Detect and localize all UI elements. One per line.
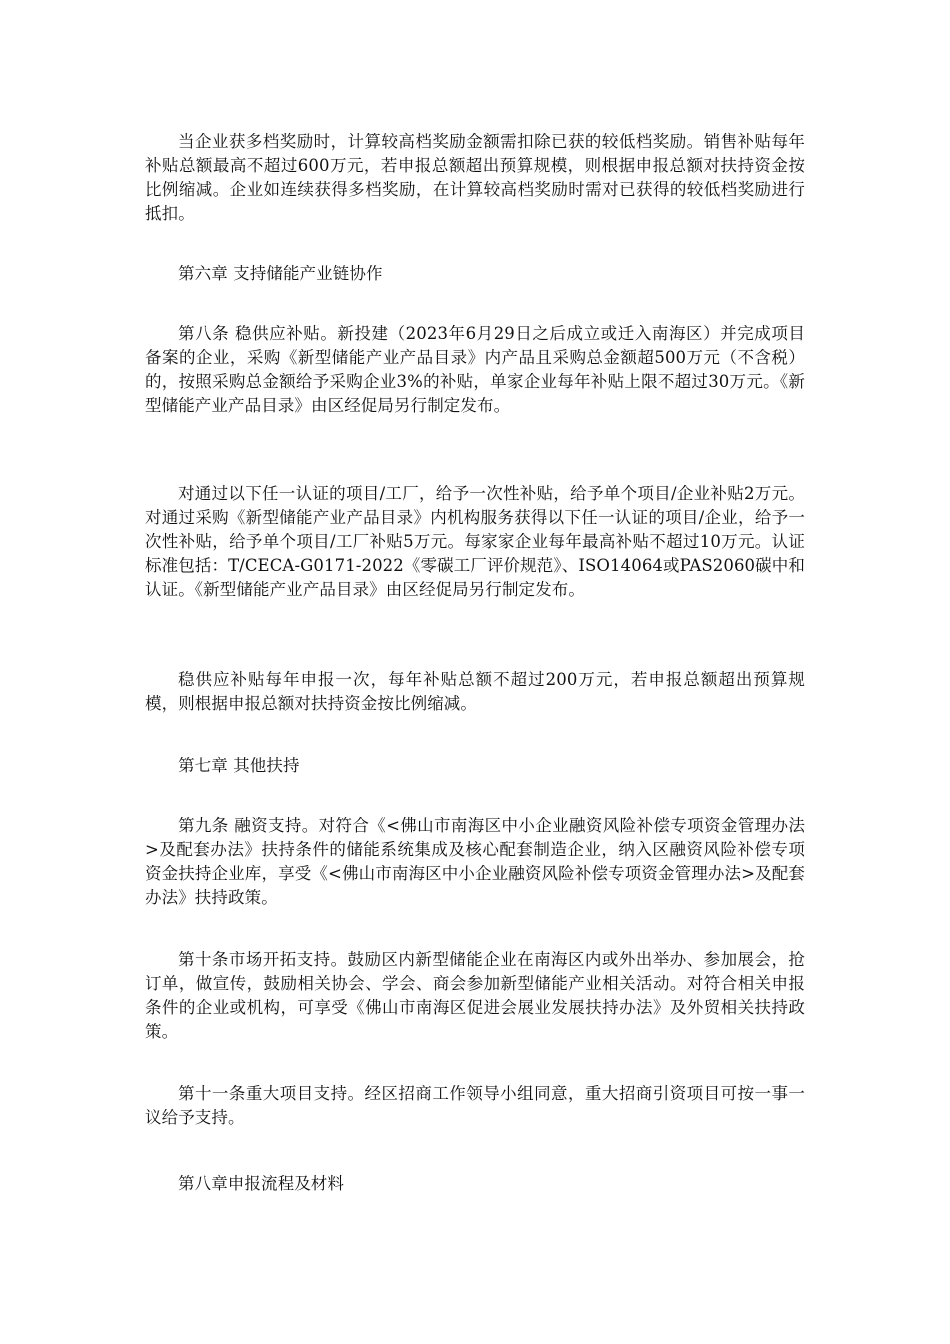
article-10-paragraph: 第十条市场开拓支持。鼓励区内新型储能企业在南海区内或外出举办、参加展会，抢订单，做宣传，鼓励相关协会、学会、商会参加新型储能产业相关活动。对符合相关申报条件的企业或机构，可享受《佛山市南海区促进会展业发展扶持办法》及外贸相关扶持政策。 [145,950,805,1041]
chapter-heading-7: 第七章 其他扶持 [178,756,300,775]
chapter-heading-6: 第六章 支持储能产业链协作 [178,264,383,283]
supply-subsidy-limit-paragraph: 稳供应补贴每年申报一次，每年补贴总额不超过200万元，若申报总额超出预算规模，则根据申报总额对扶持资金按比例缩减。 [145,670,805,713]
paragraph-award-deduction: 当企业获多档奖励时，计算较高档奖励金额需扣除已获的较低档奖励。销售补贴每年补贴总额最高不超过600万元，若申报总额超出预算规模，则根据申报总额对扶持资金按比例缩减。企业如连续获得多档奖励，在计算较高档奖励时需对已获得的较低档奖励进行抵扣。 [145,132,805,223]
article-11-paragraph: 第十一条重大项目支持。经区招商工作领导小组同意，重大招商引资项目可按一事一议给予支持。 [145,1084,805,1127]
certification-subsidy-paragraph: 对通过以下任一认证的项目/工厂，给予一次性补贴，给予单个项目/企业补贴2万元。对通过采购《新型储能产业产品目录》内机构服务获得以下任一认证的项目/企业，给予一次性补贴，给予单个项目/工厂补贴5万元。每家家企业每年最高补贴不超过10万元。认证标准包括：T/CECA-G0171-2022《零碳工厂评价规范》、ISO14064或PAS2060碳中和认证。《新型储能产业产品目录》由区经促局另行制定发布。 [145,484,805,599]
article-8-paragraph: 第八条 稳供应补贴。新投建（2023年6月29日之后成立或迁入南海区）并完成项目备案的企业，采购《新型储能产业产品目录》内产品且采购总金额超500万元（不含税）的，按照采购总金额给予采购企业3%的补贴，单家企业每年补贴上限不超过30万元。《新型储能产业产品目录》由区经促局另行制定发布。 [145,324,805,415]
article-9-paragraph: 第九条 融资支持。对符合《<佛山市南海区中小企业融资风险补偿专项资金管理办法>及配套办法》扶持条件的储能系统集成及核心配套制造企业，纳入区融资风险补偿专项资金扶持企业库，享受《<佛山市南海区中小企业融资风险补偿专项资金管理办法>及配套办法》扶持政策。 [145,816,805,907]
chapter-heading-8: 第八章申报流程及材料 [178,1174,344,1193]
